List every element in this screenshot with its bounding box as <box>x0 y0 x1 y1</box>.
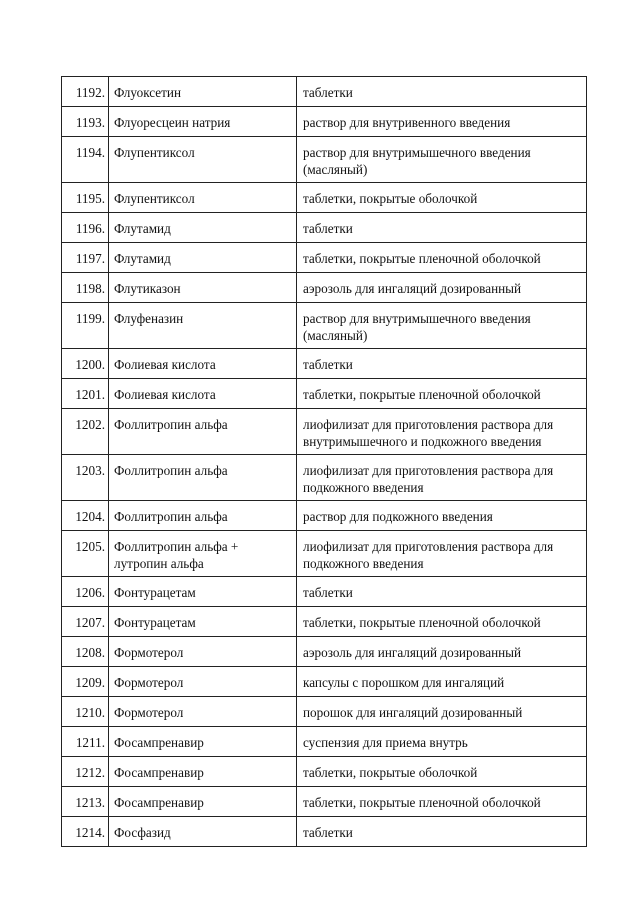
row-number: 1199. <box>75 311 105 326</box>
drug-name: Фосампренавир <box>114 795 204 810</box>
drug-name-cell <box>109 667 297 697</box>
drug-name-cell <box>109 409 297 455</box>
drug-name-cell <box>109 243 297 273</box>
drug-name-cell <box>109 787 297 817</box>
row-number-cell <box>62 817 109 847</box>
table-row <box>62 697 587 727</box>
dosage-form-cell <box>297 637 587 667</box>
drug-name: Флупентиксол <box>114 145 195 160</box>
table-row <box>62 213 587 243</box>
dosage-form-cell <box>297 697 587 727</box>
drug-name-cell <box>109 303 297 349</box>
dosage-form-cell <box>297 243 587 273</box>
row-number-cell <box>62 727 109 757</box>
drug-name: Флутамид <box>114 221 171 236</box>
dosage-form: таблетки <box>303 85 353 100</box>
table-row <box>62 137 587 183</box>
drug-name-cell <box>109 697 297 727</box>
drug-name: Фосампренавир <box>114 765 204 780</box>
table-row <box>62 727 587 757</box>
drug-name: Флуфеназин <box>114 311 184 326</box>
row-number-cell <box>62 303 109 349</box>
drug-name: Фосампренавир <box>114 735 204 750</box>
dosage-form: раствор для подкожного введения <box>303 509 493 524</box>
table-row <box>62 455 587 501</box>
table-row <box>62 243 587 273</box>
dosage-form-cell <box>297 757 587 787</box>
dosage-form: таблетки, покрытые пленочной оболочкой <box>303 795 541 810</box>
row-number: 1209. <box>75 675 105 690</box>
row-number-cell <box>62 501 109 531</box>
drug-name-cell <box>109 501 297 531</box>
row-number: 1202. <box>75 417 105 432</box>
row-number-cell <box>62 349 109 379</box>
dosage-form-cell <box>297 607 587 637</box>
dosage-form-cell <box>297 727 587 757</box>
dosage-form-cell <box>297 137 587 183</box>
dosage-form: таблетки, покрытые пленочной оболочкой <box>303 251 541 266</box>
dosage-form: таблетки <box>303 357 353 372</box>
drug-name-cell <box>109 273 297 303</box>
table-row <box>62 607 587 637</box>
dosage-form-cell <box>297 213 587 243</box>
drug-name-cell <box>109 183 297 213</box>
row-number: 1194. <box>75 145 105 160</box>
dosage-form-cell <box>297 273 587 303</box>
drug-name-cell <box>109 607 297 637</box>
table-row <box>62 787 587 817</box>
row-number-cell <box>62 243 109 273</box>
drug-name-cell <box>109 77 297 107</box>
drug-name-cell <box>109 531 297 577</box>
row-number-cell <box>62 107 109 137</box>
table-row <box>62 379 587 409</box>
drug-name: Фолиевая кислота <box>114 387 216 402</box>
dosage-form: капсулы с порошком для ингаляций <box>303 675 505 690</box>
table-row <box>62 107 587 137</box>
dosage-form: суспензия для приема внутрь <box>303 735 468 750</box>
table-row <box>62 577 587 607</box>
drug-name: Флутамид <box>114 251 171 266</box>
dosage-form-cell <box>297 787 587 817</box>
drug-name: Флуоресцеин натрия <box>114 115 231 130</box>
row-number: 1205. <box>75 539 105 554</box>
dosage-form: аэрозоль для ингаляций дозированный <box>303 281 522 296</box>
dosage-form-cell <box>297 501 587 531</box>
row-number-cell <box>62 213 109 243</box>
row-number-cell <box>62 137 109 183</box>
row-number-cell <box>62 183 109 213</box>
drug-name: Фоллитропин альфа <box>114 509 228 524</box>
drug-table-body <box>62 77 587 847</box>
row-number-cell <box>62 273 109 303</box>
row-number: 1210. <box>75 705 105 720</box>
dosage-form: аэрозоль для ингаляций дозированный <box>303 645 522 660</box>
dosage-form: таблетки <box>303 585 353 600</box>
drug-name: Формотерол <box>114 645 184 660</box>
row-number: 1206. <box>75 585 105 600</box>
drug-name-cell <box>109 107 297 137</box>
dosage-form: таблетки <box>303 825 353 840</box>
drug-table <box>61 76 587 847</box>
drug-name: Формотерол <box>114 705 184 720</box>
row-number-cell <box>62 697 109 727</box>
row-number-cell <box>62 455 109 501</box>
dosage-form: лиофилизат для приготовления раствора для подкожного введения <box>303 539 554 571</box>
drug-name-cell <box>109 349 297 379</box>
drug-name: Фоллитропин альфа + лутропин альфа <box>114 539 239 571</box>
dosage-form-cell <box>297 107 587 137</box>
dosage-form: таблетки, покрытые оболочкой <box>303 765 478 780</box>
table-row <box>62 531 587 577</box>
dosage-form-cell <box>297 577 587 607</box>
table-row <box>62 349 587 379</box>
dosage-form: таблетки <box>303 221 353 236</box>
drug-name-cell <box>109 137 297 183</box>
row-number: 1212. <box>75 765 105 780</box>
row-number-cell <box>62 379 109 409</box>
dosage-form-cell <box>297 77 587 107</box>
drug-name-cell <box>109 577 297 607</box>
table-row <box>62 183 587 213</box>
drug-name: Формотерол <box>114 675 184 690</box>
dosage-form: лиофилизат для приготовления раствора для подкожного введения <box>303 463 554 495</box>
dosage-form: лиофилизат для приготовления раствора для внутримышечного и подкожного введения <box>303 417 554 449</box>
drug-name: Фонтурацетам <box>114 615 196 630</box>
row-number-cell <box>62 667 109 697</box>
row-number: 1198. <box>75 281 105 296</box>
row-number: 1207. <box>75 615 105 630</box>
drug-name: Флуоксетин <box>114 85 182 100</box>
row-number-cell <box>62 409 109 455</box>
row-number: 1211. <box>75 735 105 750</box>
drug-name: Фосфазид <box>114 825 171 840</box>
row-number: 1196. <box>75 221 105 236</box>
row-number-cell <box>62 531 109 577</box>
drug-name: Фоллитропин альфа <box>114 417 228 432</box>
row-number: 1192. <box>75 85 105 100</box>
table-row <box>62 77 587 107</box>
drug-name: Фолиевая кислота <box>114 357 216 372</box>
drug-name-cell <box>109 817 297 847</box>
dosage-form: таблетки, покрытые пленочной оболочкой <box>303 387 541 402</box>
table-row <box>62 409 587 455</box>
dosage-form: раствор для внутривенного введения <box>303 115 511 130</box>
row-number: 1193. <box>75 115 105 130</box>
drug-name-cell <box>109 727 297 757</box>
dosage-form-cell <box>297 379 587 409</box>
row-number-cell <box>62 637 109 667</box>
row-number: 1203. <box>75 463 105 478</box>
dosage-form: таблетки, покрытые пленочной оболочкой <box>303 615 541 630</box>
dosage-form-cell <box>297 667 587 697</box>
row-number: 1208. <box>75 645 105 660</box>
table-row <box>62 273 587 303</box>
dosage-form: порошок для ингаляций дозированный <box>303 705 523 720</box>
row-number: 1195. <box>75 191 105 206</box>
table-row <box>62 303 587 349</box>
table-row <box>62 667 587 697</box>
row-number: 1197. <box>75 251 105 266</box>
row-number-cell <box>62 607 109 637</box>
table-row <box>62 637 587 667</box>
drug-name-cell <box>109 455 297 501</box>
dosage-form-cell <box>297 183 587 213</box>
drug-name: Флупентиксол <box>114 191 195 206</box>
dosage-form-cell <box>297 303 587 349</box>
drug-name-cell <box>109 637 297 667</box>
table-row <box>62 817 587 847</box>
drug-name-cell <box>109 757 297 787</box>
dosage-form: раствор для внутримышечного введения (масляный) <box>303 145 531 177</box>
dosage-form-cell <box>297 531 587 577</box>
table-row <box>62 757 587 787</box>
drug-name-cell <box>109 213 297 243</box>
row-number-cell <box>62 787 109 817</box>
dosage-form-cell <box>297 817 587 847</box>
dosage-form: таблетки, покрытые оболочкой <box>303 191 478 206</box>
dosage-form-cell <box>297 409 587 455</box>
drug-name-cell <box>109 379 297 409</box>
drug-name: Флутиказон <box>114 281 181 296</box>
row-number: 1204. <box>75 509 105 524</box>
dosage-form-cell <box>297 455 587 501</box>
row-number: 1214. <box>75 825 105 840</box>
row-number: 1213. <box>75 795 105 810</box>
row-number-cell <box>62 77 109 107</box>
row-number-cell <box>62 757 109 787</box>
drug-name: Фоллитропин альфа <box>114 463 228 478</box>
dosage-form: раствор для внутримышечного введения (масляный) <box>303 311 531 343</box>
drug-name: Фонтурацетам <box>114 585 196 600</box>
row-number: 1201. <box>75 387 105 402</box>
table-row <box>62 501 587 531</box>
dosage-form-cell <box>297 349 587 379</box>
row-number: 1200. <box>75 357 105 372</box>
row-number-cell <box>62 577 109 607</box>
